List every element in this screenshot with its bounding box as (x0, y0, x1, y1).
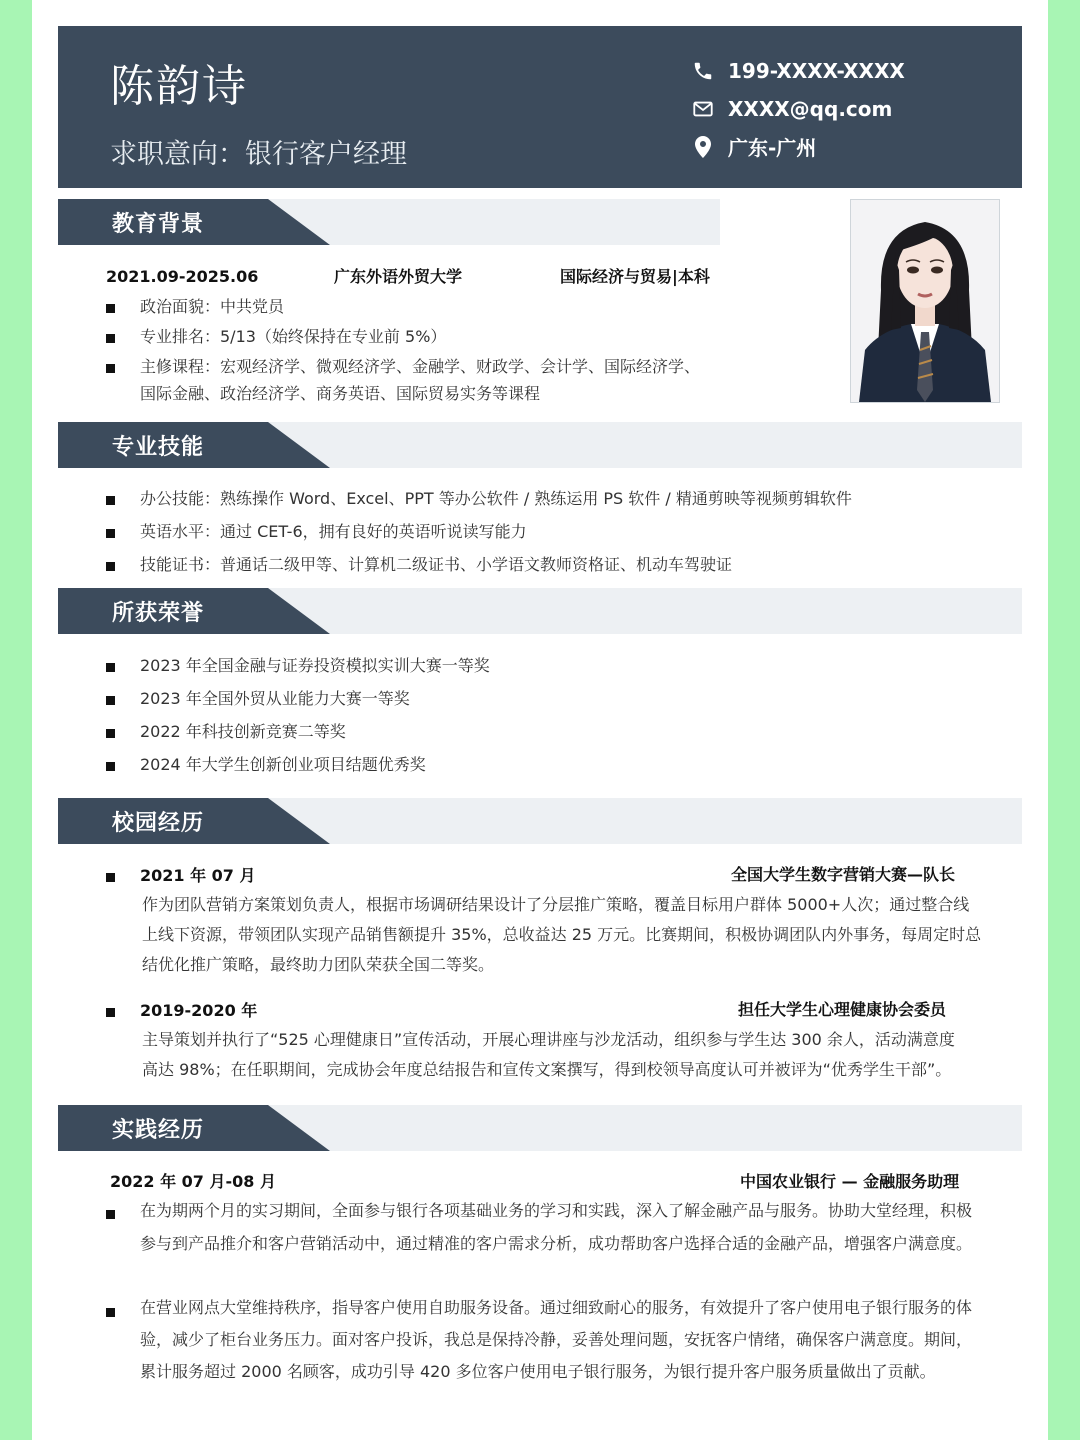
bullet-square-icon (106, 1210, 115, 1219)
education-period: 2021.09-2025.06 (106, 267, 259, 286)
honors-item-text: 2023 年全国金融与证券投资模拟实训大赛一等奖 (140, 656, 490, 675)
campus-entry-role: 担任大学生心理健康协会委员 (738, 1000, 947, 1019)
list-item (106, 1200, 990, 1260)
description-line: 上线下资源，带领团队实现产品销售额提升 35%，总收益达 25 万元。比赛期间，积极协调团队内外事务，每周定时总 (142, 925, 982, 944)
honors-item-text: 2023 年全国外贸从业能力大赛一等奖 (140, 689, 410, 708)
list-item (106, 653, 490, 676)
resume-header (58, 26, 1022, 188)
bullet-square-icon (106, 729, 115, 738)
list-item (106, 294, 284, 317)
description-line: 累计服务超过 2000 名顾客，成功引导 420 多位客户使用电子银行服务，为银行提升客户服务质量做出了贡献。 (140, 1362, 936, 1381)
education-school: 广东外语外贸大学 (334, 267, 463, 286)
bullet-square-icon (106, 1308, 115, 1317)
list-item (106, 686, 410, 709)
contact-phone (690, 58, 905, 84)
contact-email (690, 96, 892, 122)
description-line: 高达 98%；在任职期间，完成协会年度总结报告和宣传文案撰写，得到校领导高度认可并被评为“优秀学生干部”。 (142, 1060, 952, 1079)
bullet-square-icon (106, 496, 115, 505)
contact-location (690, 132, 816, 161)
practice-item-text (140, 1194, 990, 1260)
description-line: 在营业网点大堂维持秩序，指导客户使用自助服务设备。通过细致耐心的服务，有效提升了客户使用电子银行服务的体 (140, 1298, 973, 1317)
description-line: 验，减少了柜台业务压力。面对客户投诉，我总是保持冷静，妥善处理问题，安抚客户情绪，确保客户满意度。期间， (140, 1330, 973, 1349)
list-item (106, 486, 852, 509)
resume-paper (58, 26, 1022, 1414)
section-campus-title (58, 798, 1022, 844)
section-education-title (58, 199, 720, 245)
email-icon (690, 96, 716, 122)
section-honors-title (58, 588, 1022, 634)
phone-text: 199-XXXX-XXXX (728, 59, 905, 83)
education-item-text: 政治面貌：中共党员 (140, 297, 285, 316)
skills-item-text: 英语水平：通过 CET-6，拥有良好的英语听说读写能力 (140, 522, 527, 541)
skills-item-text: 办公技能：熟练操作 Word、Excel、PPT 等办公软件 / 熟练运用 PS 软件 / 精通剪映等视频剪辑软件 (140, 489, 852, 508)
section-practice-title (58, 1105, 1022, 1151)
description-line: 在为期两个月的实习期间，全面参与银行各项基础业务的学习和实践，深入了解金融产品与服务。协助大堂经理，积极 (140, 1201, 973, 1220)
bullet-square-icon (106, 762, 115, 771)
practice-date: 2022 年 07 月-08 月 (110, 1172, 276, 1191)
section-skills-label: 专业技能 (112, 435, 205, 460)
bullet-square-icon (106, 334, 115, 343)
list-item (106, 552, 732, 575)
description-line: 主导策划并执行了“525 心理健康日”宣传活动，开展心理讲座与沙龙活动，组织参与学生达 300 余人，活动满意度 (142, 1030, 955, 1049)
section-skills-title (58, 422, 1022, 468)
education-item-continuation: 国际金融、政治经济学、商务英语、国际贸易实务等课程 (140, 384, 541, 403)
education-item-text: 专业排名：5/13（始终保持在专业前 5%） (140, 327, 447, 346)
bullet-square-icon (106, 663, 115, 672)
honors-item-text: 2022 年科技创新竞赛二等奖 (140, 722, 346, 741)
campus-entry-description (142, 890, 998, 980)
description-line: 参与到产品推介和客户营销活动中，通过精准的客户需求分析，成功帮助客户选择合适的金融产品，增强客户满意度。 (140, 1234, 973, 1253)
phone-icon (690, 58, 716, 84)
honors-item-text: 2024 年大学生创新创业项目结题优秀奖 (140, 755, 426, 774)
bullet-square-icon (106, 562, 115, 571)
description-line: 作为团队营销方案策划负责人，根据市场调研结果设计了分层推广策略，覆盖目标用户群体 5000+人次；通过整合线 (142, 895, 970, 914)
campus-entry-header (106, 863, 256, 886)
list-item (106, 324, 446, 347)
campus-entry-description (142, 1025, 998, 1085)
list-item (106, 752, 426, 775)
section-education-label: 教育背景 (112, 212, 205, 237)
description-line: 结优化推广策略，最终助力团队荣获全国二等奖。 (142, 955, 495, 974)
location-icon (690, 134, 716, 160)
bullet-square-icon (106, 696, 115, 705)
page (32, 0, 1048, 1440)
campus-entry-role: 全国大学生数字营销大赛—队长 (731, 865, 956, 884)
practice-item-text (140, 1292, 990, 1388)
section-practice-label: 实践经历 (112, 1118, 205, 1143)
bullet-square-icon (106, 873, 115, 882)
profile-photo (850, 199, 1000, 403)
job-intent: 求职意向：银行客户经理 (110, 139, 407, 170)
campus-entry-header (106, 998, 257, 1021)
section-campus-label: 校园经历 (112, 811, 205, 836)
practice-role: 中国农业银行 — 金融服务助理 (740, 1172, 960, 1191)
education-major: 国际经济与贸易|本科 (560, 267, 710, 286)
skills-item-text: 技能证书：普通话二级甲等、计算机二级证书、小学语文教师资格证、机动车驾驶证 (140, 555, 733, 574)
location-text: 广东-广州 (728, 136, 817, 160)
bullet-square-icon (106, 529, 115, 538)
list-item (106, 519, 527, 542)
bullet-square-icon (106, 1008, 115, 1017)
list-item (106, 719, 346, 742)
education-item-text: 主修课程：宏观经济学、微观经济学、金融学、财政学、会计学、国际经济学、 (140, 357, 701, 376)
campus-entry-date: 2021 年 07 月 (140, 866, 256, 885)
list-item (106, 1298, 990, 1388)
email-text: XXXX@qq.com (728, 97, 893, 121)
campus-entry-date: 2019-2020 年 (140, 1001, 258, 1020)
section-honors-label: 所获荣誉 (112, 601, 205, 626)
bullet-square-icon (106, 304, 115, 313)
bullet-square-icon (106, 364, 115, 373)
candidate-name: 陈韵诗 (110, 61, 248, 112)
list-item (106, 354, 700, 377)
